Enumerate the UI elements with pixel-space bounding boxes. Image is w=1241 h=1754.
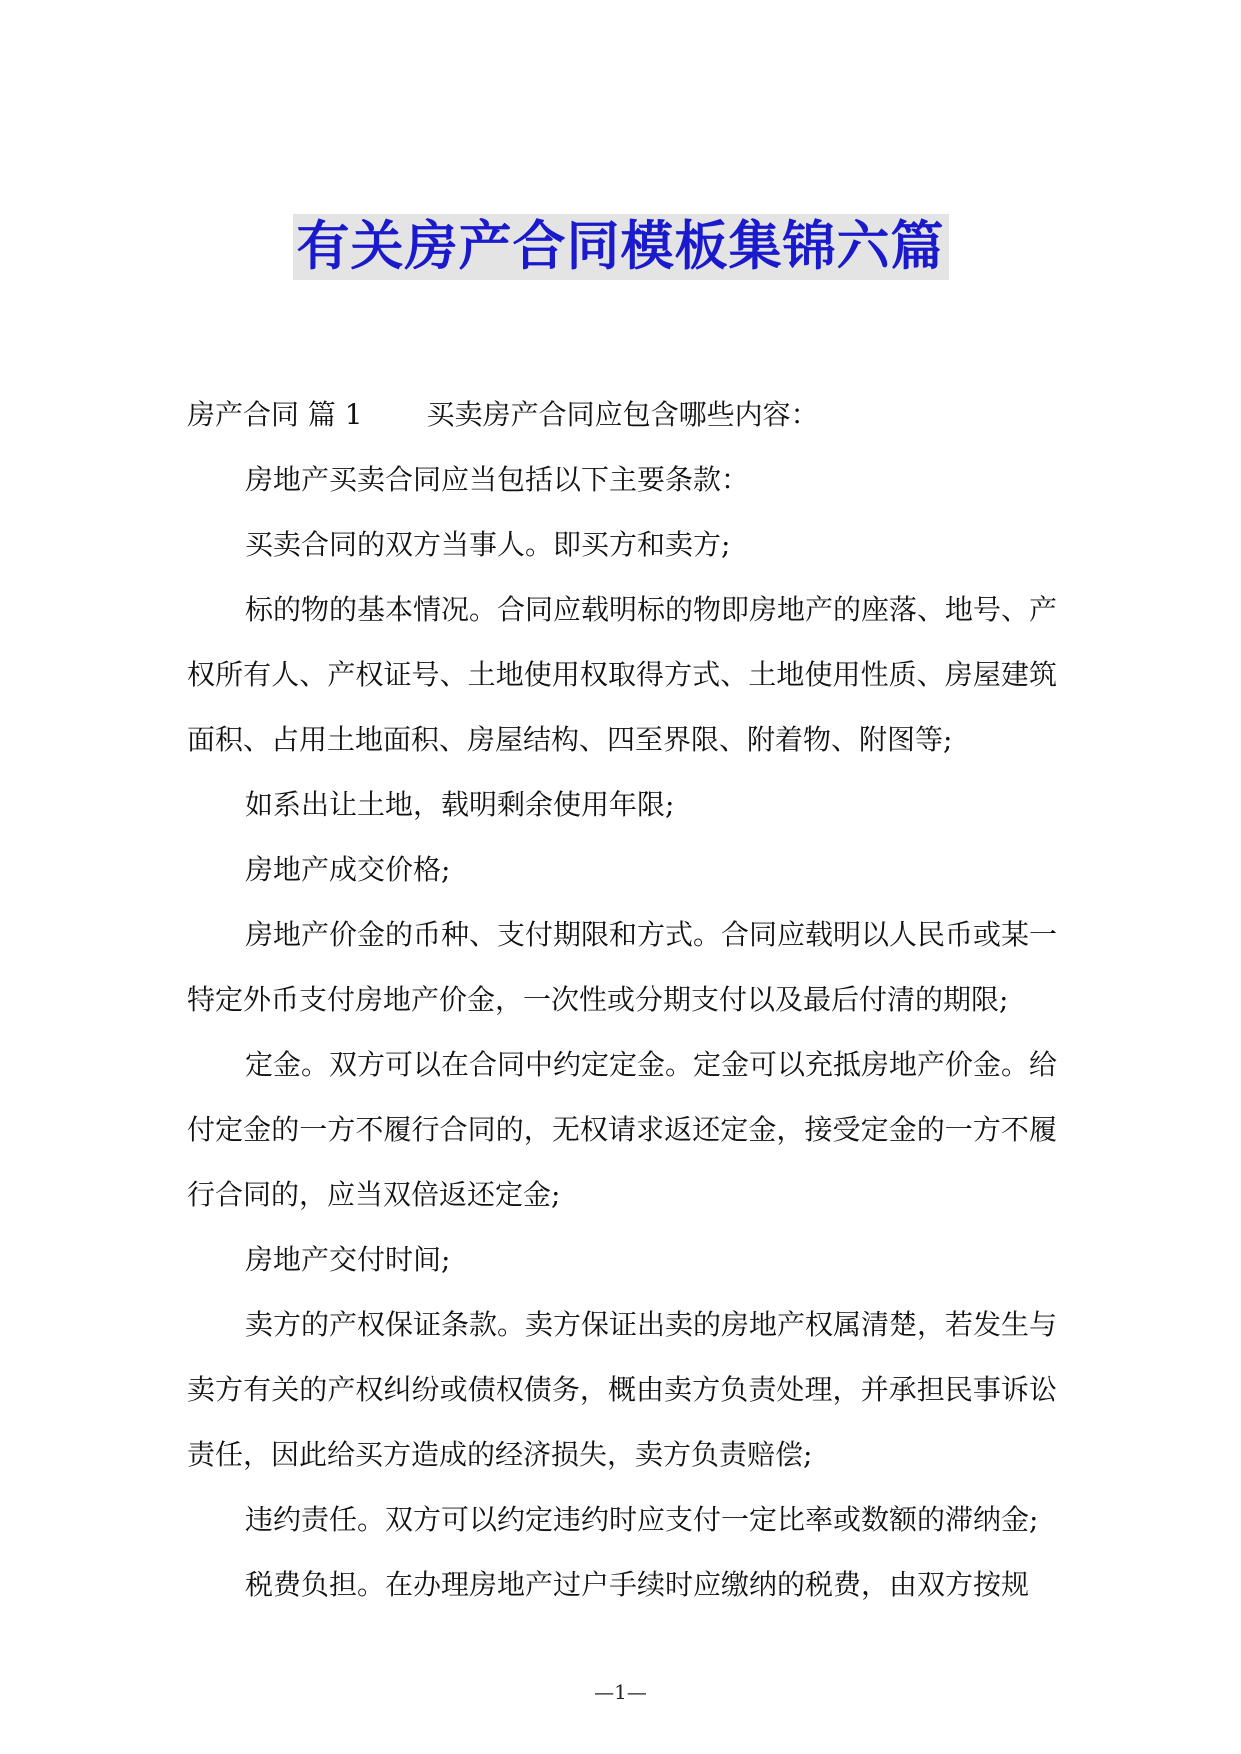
paragraph: 房地产成交价格;: [245, 853, 451, 886]
page-number: —1—: [594, 1680, 647, 1704]
document-title: 有关房产合同模板集锦六篇: [293, 214, 949, 280]
paragraph: 违约责任。双方可以约定违约时应支付一定比率或数额的滞纳金;: [245, 1503, 1039, 1536]
paragraph-text: 买卖房产合同应包含哪些内容：: [426, 398, 819, 431]
title-block: [0, 214, 1241, 280]
paragraph: 房地产买卖合同应当包括以下主要条款：: [245, 463, 750, 496]
paragraph: 房地产交付时间;: [245, 1243, 451, 1276]
paragraph: 房地产价金的币种、支付期限和方式。合同应载明以人民币或某一特定外币支付房地产价金，一次性或分期支付以及最后付清的期限;: [187, 918, 1058, 1016]
paragraph: 买卖合同的双方当事人。即买方和卖方;: [245, 528, 731, 561]
paragraph: [187, 382, 1057, 447]
paragraph: 标的物的基本情况。合同应载明标的物即房地产的座落、地号、产权所有人、产权证号、土地使用权取得方式、土地使用性质、房屋建筑面积、占用土地面积、房屋结构、四至界限、附着物、附图等;: [187, 593, 1058, 756]
paragraph: 卖方的产权保证条款。卖方保证出卖的房地产权属清楚，若发生与卖方有关的产权纠纷或债权债务，概由卖方负责处理，并承担民事诉讼责任，因此给买方造成的经济损失，卖方负责赔偿;: [187, 1308, 1058, 1471]
document-body: [187, 382, 1057, 1617]
paragraph: 如系出让土地，载明剩余使用年限;: [245, 788, 675, 821]
paragraph: 定金。双方可以在合同中约定定金。定金可以充抵房地产价金。给付定金的一方不履行合同的，无权请求返还定金，接受定金的一方不履行合同的，应当双倍返还定金;: [187, 1048, 1058, 1211]
paragraph: 税费负担。在办理房地产过户手续时应缴纳的税费，由双方按规: [245, 1568, 1030, 1601]
section-label: 房产合同 篇 1: [187, 398, 363, 431]
